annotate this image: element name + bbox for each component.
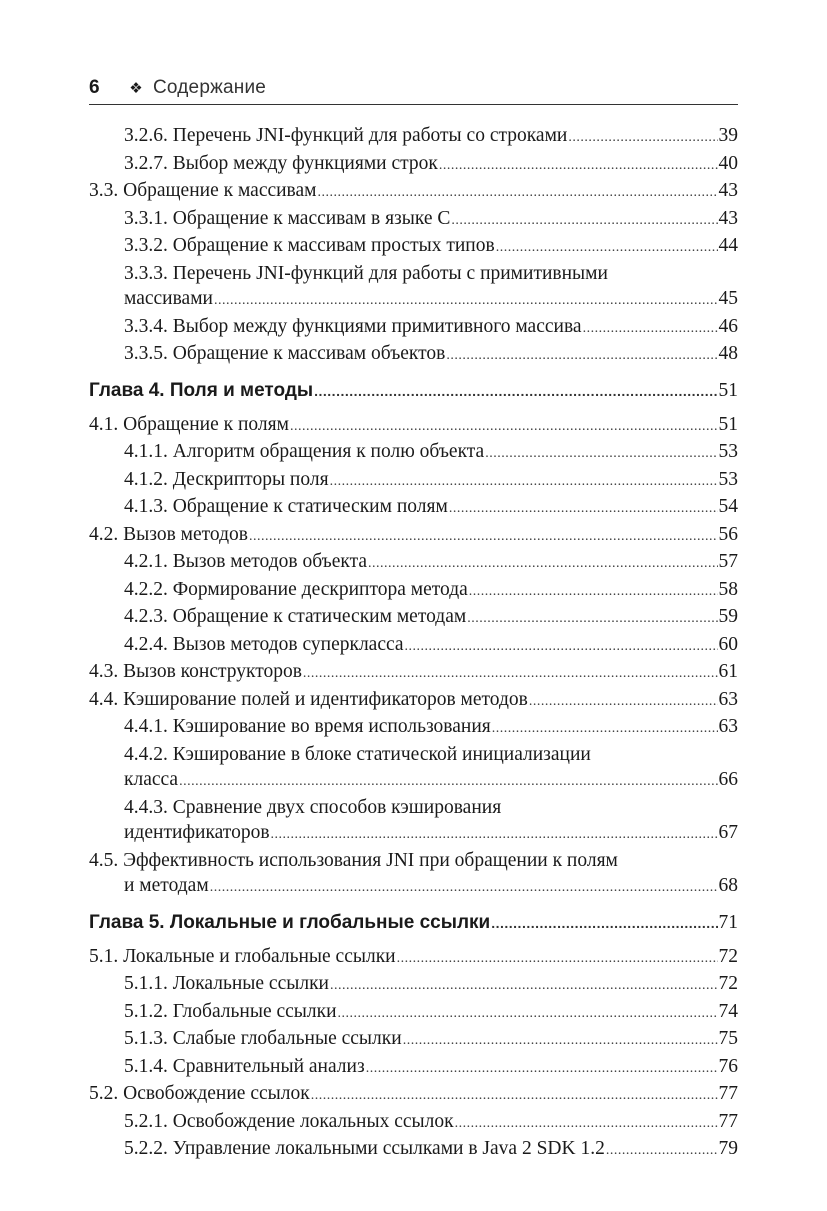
dot-leader [368,551,717,577]
running-header [89,72,738,105]
toc-chapter-5 [89,901,738,944]
dot-leader [311,1083,718,1109]
toc-entry-page: 59 [718,606,738,627]
dot-leader [449,496,718,522]
toc-entry-first-line: 3.3.3. Перечень JNI-функций для работы с примитивными [124,262,608,284]
toc-entry-page: 54 [718,496,738,517]
dot-leader [366,1056,718,1082]
toc-entry [89,632,738,660]
toc-entry-title: и методам [124,875,209,896]
header-title: Содержание [153,77,267,98]
toc-entry-title: 4.2.3. Обращение к статическим методам [124,606,467,627]
toc-entry-title: 4.1.1. Алгоритм обращения к полю объекта [124,441,485,462]
toc-entry-title: 5.1.3. Слабые глобальные ссылки [124,1028,402,1049]
toc-entry-title: 4.2.4. Вызов методов суперкласса [124,633,404,655]
dot-leader [330,469,718,495]
toc-entry [89,944,738,972]
toc-entry [89,999,738,1027]
toc-entry-page: 45 [718,288,738,309]
dot-leader [467,606,717,632]
toc-entry-title: идентификаторов [124,822,270,843]
toc-entry [89,286,738,314]
toc-entry [89,767,738,795]
dot-leader [496,235,718,261]
toc-entry-title: 3.3.5. Обращение к массивам объектов [124,343,446,364]
toc-entry [89,577,738,605]
toc-entry [89,522,738,550]
toc-entry-page: 46 [718,315,738,337]
toc-entry-page: 77 [718,1110,738,1132]
toc-entry-title: 4.1.2. Дескрипторы поля [124,468,329,490]
toc-entry [89,233,738,261]
toc-entry-title: массивами [124,288,213,309]
toc-entry-title: 5.2. Освобождение ссылок [89,1083,310,1104]
toc-entry [89,1054,738,1082]
dot-leader [397,946,718,972]
toc-entry-page: 53 [718,441,738,462]
toc-entry [89,178,738,206]
toc-entry-title: 4.4. Кэширование полей и идентификаторов методов [89,688,528,710]
toc-entry-title: 4.3. Вызов конструкторов [89,661,302,682]
toc-entry [89,1136,738,1164]
toc-entry [89,151,738,179]
chapter-title: Глава 5. Локальные и глобальные ссылки [89,911,491,933]
toc-entry-page: 66 [718,769,738,790]
toc-entry-page: 77 [718,1083,738,1104]
toc-entry [89,971,738,999]
dot-leader [529,689,718,715]
chapter-page: 51 [718,379,738,401]
toc-entry-title: класса [124,769,179,790]
toc-entry-page: 51 [718,413,738,435]
toc-entry [89,873,738,901]
chapter-page: 71 [718,911,738,933]
toc-entry-page: 72 [718,973,738,994]
dot-leader [403,1028,718,1054]
toc-entry-page: 53 [718,468,738,490]
toc-entry [89,687,738,715]
toc-entry-title: 3.2.7. Выбор между функциями строк [124,152,438,174]
toc-entry-page: 43 [718,180,738,201]
dot-leader [492,716,718,742]
toc-entry [89,1109,738,1137]
dot-leader [606,1138,718,1164]
toc-entry-title: 4.2.2. Формирование дескриптора метода [124,578,468,600]
toc-entry-title: 5.1.4. Сравнительный анализ [124,1055,365,1077]
toc-entry-title: 5.1. Локальные и глобальные ссылки [89,945,396,967]
page-number: 6 [89,77,100,98]
dot-leader [249,524,718,550]
toc-entry-page: 60 [718,633,738,655]
toc-entry-title: 4.2. Вызов методов [89,523,248,545]
dot-leader [330,973,718,999]
toc-entry-page: 63 [718,716,738,737]
toc-entry-page: 63 [718,688,738,710]
toc-entry [89,467,738,495]
toc-entry-page: 76 [718,1055,738,1077]
dot-leader [179,769,717,795]
toc-entry-title: 3.3.2. Обращение к массивам простых типов [124,235,495,256]
toc-entry-page: 75 [718,1028,738,1049]
toc-entry-page: 79 [718,1138,738,1159]
dot-leader [271,822,718,848]
dot-leader [303,661,718,687]
dot-leader [318,180,718,206]
dot-leader [451,208,717,234]
toc-entry-page: 39 [718,125,738,146]
toc-entry-page: 58 [718,578,738,600]
toc-entry-first-line: 4.4.2. Кэширование в блоке статической инициализации [124,743,591,765]
toc-entry-page: 57 [718,551,738,572]
toc-entry [89,549,738,577]
toc-entry [89,439,738,467]
dot-leader [290,414,718,440]
toc-entry-page: 68 [718,875,738,896]
toc-entry [89,341,738,369]
toc-entry [89,123,738,151]
toc-entry-page: 74 [718,1000,738,1022]
dot-leader [469,579,718,605]
toc-entry-title: 5.1.1. Локальные ссылки [124,973,329,994]
toc-entry-title: 3.3.1. Обращение к массивам в языке C [124,207,451,229]
ornament-icon: ❖ [129,80,143,97]
toc-entry-title: 4.2.1. Вызов методов объекта [124,551,368,572]
toc-entry-title: 3.3. Обращение к массивам [89,180,317,201]
toc-entry-title: 5.2.2. Управление локальными ссылками в Java 2 SDK 1.2 [124,1138,605,1159]
toc-entry-title: 3.2.6. Перечень JNI-функций для работы со строками [124,125,568,146]
toc-entry [89,314,738,342]
toc-entry-page: 67 [718,822,738,843]
toc-entry-page: 56 [718,523,738,545]
toc-chapter-4 [89,369,738,412]
chapter-title: Глава 4. Поля и методы [89,379,314,401]
toc-entry-page: 44 [718,235,738,256]
toc-entry [89,820,738,848]
toc-entry [89,714,738,742]
toc-entry-page: 48 [718,343,738,364]
toc-entry [89,659,738,687]
dot-leader [405,634,718,660]
dot-leader [210,875,718,901]
dot-leader [485,441,717,467]
toc-entry-page: 72 [718,945,738,967]
dot-leader [491,910,717,936]
dot-leader [568,125,717,151]
dot-leader [446,343,717,369]
toc-entry [89,1081,738,1109]
dot-leader [314,378,717,404]
dot-leader [214,288,718,314]
toc-entry [89,1026,738,1054]
toc-entry [89,494,738,522]
dot-leader [439,153,718,179]
toc-entry-first-line: 4.4.3. Сравнение двух способов кэширования [124,796,502,818]
toc-entry-title: 4.4.1. Кэширование во время использования [124,716,491,737]
toc-entry-title: 5.2.1. Освобождение локальных ссылок [124,1110,454,1132]
toc-entry [89,604,738,632]
toc-entry-page: 61 [718,661,738,682]
toc-entry-page: 40 [718,152,738,174]
dot-leader [338,1001,718,1027]
toc-entry-title: 3.3.4. Выбор между функциями примитивного массива [124,315,582,337]
toc-entry [89,412,738,440]
dot-leader [455,1111,718,1137]
toc-entry-title: 5.1.2. Глобальные ссылки [124,1000,337,1022]
toc-entry-title: 4.1.3. Обращение к статическим полям [124,496,448,517]
table-of-contents [89,123,738,1164]
toc-entry-title: 4.1. Обращение к полям [89,413,289,435]
dot-leader [583,316,718,342]
toc-entry-page: 43 [718,207,738,229]
toc-entry-first-line: 4.5. Эффективность использования JNI при обращении к полям [89,849,618,871]
toc-entry [89,206,738,234]
